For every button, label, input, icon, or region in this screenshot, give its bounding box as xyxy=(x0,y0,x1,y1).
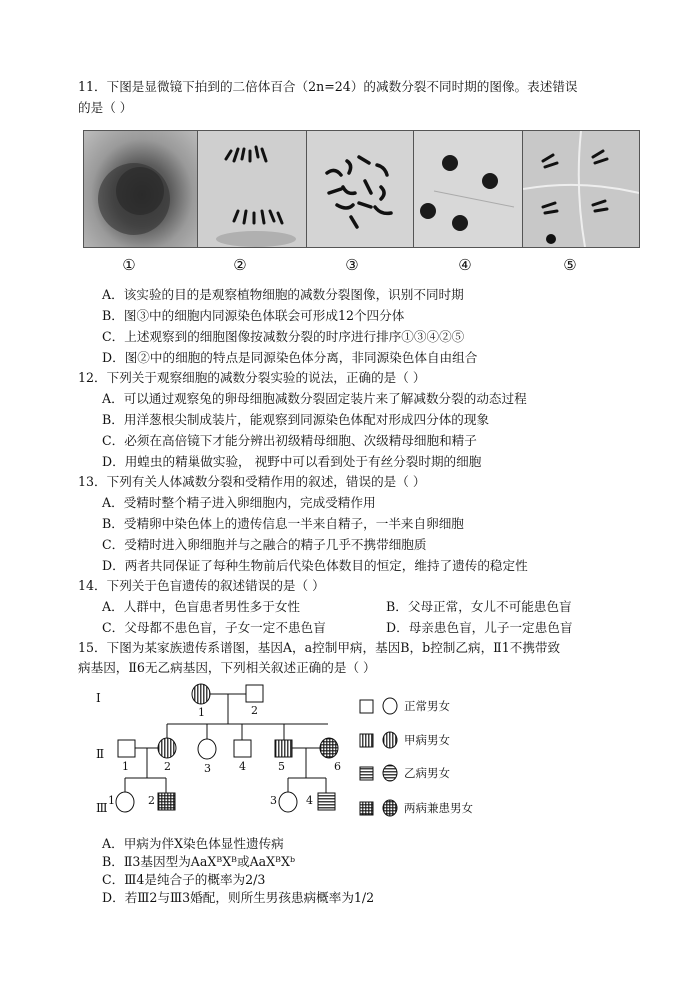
legend-disease-b-male-symbol xyxy=(360,767,373,780)
pedigree-id-III2: 2 xyxy=(148,794,155,807)
q14-option-a: A．人群中，色盲患者男性多于女性 xyxy=(102,599,301,614)
pedigree-id-I1: 1 xyxy=(198,706,205,719)
pedigree-id-II5: 5 xyxy=(278,760,285,773)
micrograph-label-1: ① xyxy=(122,256,136,274)
micrograph-label-2: ② xyxy=(233,256,247,274)
pedigree-I1-affected-female xyxy=(192,684,210,704)
q11-stem-line2: 的是（ ） xyxy=(78,100,133,115)
legend-both-female-symbol xyxy=(383,800,397,816)
pedigree-III1-normal-female xyxy=(116,792,134,812)
q12-stem: 12．下列关于观察细胞的减数分裂实验的说法，正确的是（ ） xyxy=(78,370,426,385)
q12-option-a: A．可以通过观察兔的卵母细胞减数分裂固定装片来了解减数分裂的动态过程 xyxy=(102,391,527,406)
q14-option-b: B．父母正常，女儿不可能患色盲 xyxy=(386,599,572,614)
pedigree-I2-normal-male xyxy=(246,685,263,702)
pedigree-id-II1: 1 xyxy=(122,760,129,773)
pedigree-II2-affected-female xyxy=(158,738,176,758)
legend-normal-male-symbol xyxy=(360,700,373,713)
q13-option-b: B．受精卵中染色体上的遗传信息一半来自精子，一半来自卵细胞 xyxy=(102,516,464,531)
pedigree-id-I2: 2 xyxy=(251,704,258,717)
micrograph-label-3: ③ xyxy=(345,256,359,274)
q13-option-c: C．受精时进入卵细胞并与之融合的精子几乎不携带细胞质 xyxy=(102,537,427,552)
micrograph-2-image xyxy=(198,131,314,247)
micrograph-5 xyxy=(522,130,640,248)
q11-option-c: C．上述观察到的细胞图像按减数分裂的时序进行排序①③④②⑤ xyxy=(102,329,465,344)
micrograph-label-5: ⑤ xyxy=(563,256,577,274)
pedigree-II6-both-diseases-female xyxy=(320,738,338,758)
pedigree-id-III3: 3 xyxy=(270,794,277,807)
q13-option-d: D．两者共同保证了每种生物前后代染色体数目的恒定，维持了遗传的稳定性 xyxy=(102,558,528,573)
legend-both-label: 两病兼患男女 xyxy=(404,801,473,815)
q15-option-b: B．Ⅱ3基因型为AaXᴮXᴮ或AaXᴮXᵇ xyxy=(102,854,295,869)
generation-label-2: Ⅱ xyxy=(96,747,105,761)
micrograph-2 xyxy=(197,130,315,248)
pedigree-II1-normal-male xyxy=(118,740,135,757)
pedigree-id-II2: 2 xyxy=(164,760,171,773)
pedigree-id-II3: 3 xyxy=(204,762,211,775)
q11-stem-line1: 11．下图是显微镜下拍到的二倍体百合（2n=24）的减数分裂不同时期的图像。表述错误 xyxy=(78,79,578,94)
q12-option-d: D．用蝗虫的精巢做实验， 视野中可以看到处于有丝分裂时期的细胞 xyxy=(102,454,482,469)
pedigree-III2-both-diseases-male xyxy=(158,793,175,810)
q15-option-c: C．Ⅲ4是纯合子的概率为2/3 xyxy=(102,872,266,887)
legend-disease-b-label: 乙病男女 xyxy=(404,766,450,780)
q14-stem: 14．下列关于色盲遗传的叙述错误的是（ ） xyxy=(78,578,325,593)
q11-option-d: D．图②中的细胞的特点是同源染色体分离，非同源染色体自由组合 xyxy=(102,350,478,365)
q14-option-c: C．父母都不患色盲，子女一定不患色盲 xyxy=(102,620,326,635)
pedigree-id-II6: 6 xyxy=(334,760,341,773)
q15-stem-line1: 15．下图为某家族遗传系谱图，基因A，a控制甲病，基因B，b控制乙病，Ⅱ1不携带致 xyxy=(78,640,561,655)
micrograph-3 xyxy=(306,130,424,248)
legend-disease-b-female-symbol xyxy=(383,765,397,781)
micrograph-1 xyxy=(83,130,201,248)
legend-normal-label: 正常男女 xyxy=(404,699,450,713)
legend-normal-female-symbol xyxy=(383,698,397,714)
q12-option-c: C．必须在高倍镜下才能分辨出初级精母细胞、次级精母细胞和精子 xyxy=(102,433,477,448)
pedigree-chart xyxy=(92,678,476,826)
legend-both-male-symbol xyxy=(360,802,373,815)
legend-disease-a-female-symbol xyxy=(383,732,397,748)
pedigree-II4-normal-male xyxy=(234,740,251,757)
q15-stem-line2: 病基因，Ⅱ6无乙病基因，下列相关叙述正确的是（ ） xyxy=(78,660,376,675)
pedigree-III3-normal-female xyxy=(279,792,297,812)
pedigree-III4-disease-b-male xyxy=(318,793,335,810)
pedigree-II5-affected-male xyxy=(275,740,292,757)
legend-disease-a-label: 甲病男女 xyxy=(404,733,450,747)
q13-option-a: A．受精时整个精子进入卵细胞内，完成受精作用 xyxy=(102,495,376,510)
micrograph-label-4: ④ xyxy=(458,256,472,274)
pedigree-id-III1: 1 xyxy=(108,794,115,807)
pedigree-id-III4: 4 xyxy=(306,794,313,807)
generation-label-1: Ⅰ xyxy=(96,691,101,705)
pedigree-id-II4: 4 xyxy=(239,760,246,773)
micrograph-5-image xyxy=(523,131,639,247)
q14-option-d: D．母亲患色盲，儿子一定患色盲 xyxy=(386,620,573,635)
q13-stem: 13．下列有关人体减数分裂和受精作用的叙述，错误的是（ ） xyxy=(78,474,426,489)
micrograph-3-image xyxy=(307,131,423,247)
micrograph-4 xyxy=(413,130,531,248)
q12-option-b: B．用洋葱根尖制成装片，能观察到同源染色体配对形成四分体的现象 xyxy=(102,412,490,427)
q15-option-a: A．甲病为伴X染色体显性遗传病 xyxy=(102,836,284,851)
q11-option-a: A．该实验的目的是观察植物细胞的减数分裂图像，识别不同时期 xyxy=(102,287,464,302)
micrograph-1-image xyxy=(84,131,200,247)
legend-disease-a-male-symbol xyxy=(360,734,373,747)
pedigree-II3-normal-female xyxy=(198,739,216,759)
generation-label-3: Ⅲ xyxy=(96,801,108,815)
micrograph-4-image xyxy=(414,131,530,247)
q15-option-d: D．若Ⅲ2与Ⅲ3婚配，则所生男孩患病概率为1/2 xyxy=(102,890,375,905)
q11-option-b: B．图③中的细胞内同源染色体联会可形成12个四分体 xyxy=(102,308,405,323)
